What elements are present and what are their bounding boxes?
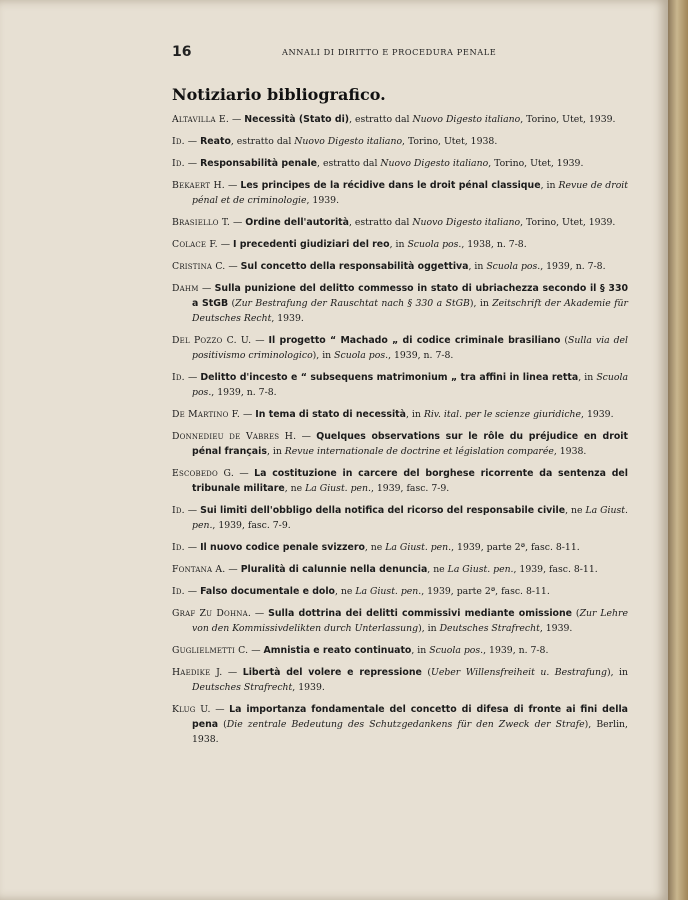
- entry-title: Sui limiti dell'obbligo della notifica del ricorso del responsabile civile: [200, 505, 566, 516]
- entry-text: , 1939, n. 7-8.: [483, 645, 549, 656]
- bibliography-entry: [172, 665, 628, 695]
- bibliography-list: [172, 112, 628, 754]
- entry-text: ), in: [418, 623, 440, 634]
- entry-author: Brasiello T.: [172, 217, 231, 228]
- entry-author: Cristina C.: [172, 261, 226, 272]
- entry-source: Nuovo Digesto italiano: [412, 217, 521, 228]
- entry-author: Id.: [172, 372, 185, 383]
- bibliography-entry: [172, 584, 628, 599]
- entry-text: —: [184, 505, 201, 516]
- entry-text: , in: [578, 372, 597, 383]
- section-title: Notiziario bibliografico.: [172, 85, 386, 104]
- entry-text: —: [184, 158, 201, 169]
- entry-text: —: [184, 586, 201, 597]
- entry-text: , 1939, fasc. 8-11.: [513, 564, 598, 575]
- entry-text: , 1939, n. 7-8.: [211, 387, 277, 398]
- entry-source: Deutsches Strafrecht: [439, 623, 540, 634]
- entry-text: —: [240, 409, 256, 420]
- entry-text: , estratto dal: [349, 114, 413, 125]
- bibliography-entry: [172, 134, 628, 149]
- entry-author: Altavilla E.: [172, 114, 230, 125]
- entry-source: Nuovo Digesto italiano: [412, 114, 521, 125]
- entry-source: La Giust. pen.: [305, 483, 371, 494]
- entry-title: Sul concetto della responsabilità oggettiva: [240, 261, 469, 272]
- entry-text: —: [230, 217, 246, 228]
- entry-title: La importanza fondamentale del concetto di difesa di fronte ai fini della pena: [192, 704, 628, 730]
- bibliography-entry: [172, 112, 628, 127]
- entry-title: Libertà del volere e repressione: [242, 667, 422, 678]
- entry-text: —: [210, 704, 230, 715]
- entry-source: Scuola pos.: [192, 372, 628, 398]
- entry-source: La Giust. pen.: [355, 586, 422, 597]
- entry-title: Sulla punizione del delitto commesso in stato di ubriachezza secondo il § 330 a StGB: [192, 283, 628, 309]
- entry-author: Donnedieu de Vabres H.: [172, 431, 297, 442]
- entry-title: Ordine dell'autorità: [245, 217, 349, 228]
- entry-text: , in: [468, 261, 487, 272]
- entry-text: (: [218, 719, 227, 730]
- entry-title: Pluralità di calunnie nella denuncia: [240, 564, 428, 575]
- entry-text: —: [251, 608, 269, 619]
- entry-text: , 1939.: [292, 682, 325, 693]
- bibliography-entry: [172, 407, 628, 422]
- bibliography-entry: [172, 503, 628, 533]
- entry-text: , 1938, n. 7-8.: [461, 239, 527, 250]
- entry-source: La Giust. pen.: [447, 564, 514, 575]
- entry-text: , 1939, parte 2ª, fasc. 8-11.: [421, 586, 550, 597]
- entry-author: Id.: [172, 542, 185, 553]
- entry-source: Nuovo Digesto italiano: [294, 136, 403, 147]
- entry-title: Il nuovo codice penale svizzero: [200, 542, 365, 553]
- bibliography-entry: [172, 259, 628, 274]
- entry-title: Falso documentale e dolo: [200, 586, 335, 597]
- entry-text: —: [233, 468, 255, 479]
- entry-text: , estratto dal: [230, 136, 295, 147]
- page-edge: [668, 0, 688, 900]
- entry-text: , in: [406, 409, 424, 420]
- entry-text: , 1939, fasc. 7-9.: [212, 520, 291, 531]
- entry-text: , ne: [284, 483, 306, 494]
- entry-text: —: [229, 114, 245, 125]
- entry-author: Haedike J.: [172, 667, 223, 678]
- entry-title: Responsabilità penale: [200, 158, 318, 169]
- bibliography-entry: [172, 156, 628, 171]
- entry-text: —: [198, 283, 215, 294]
- entry-author: Graf Zu Dohna.: [172, 608, 251, 619]
- entry-author: Del Pozzo C. U.: [172, 335, 252, 346]
- entry-title: Sulla dottrina dei delitti commissivi mediante omissione: [268, 608, 573, 619]
- entry-source: Ueber Willensfreiheit u. Bestrafung: [431, 667, 607, 678]
- entry-source: Scuola pos.: [334, 350, 389, 361]
- bibliography-entry: [172, 370, 628, 400]
- entry-text: , ne: [565, 505, 586, 516]
- entry-author: Escobedo G.: [172, 468, 234, 479]
- entry-text: , Torino, Utet, 1938.: [402, 136, 498, 147]
- entry-text: —: [251, 335, 269, 346]
- entry-text: , 1939.: [271, 313, 304, 324]
- entry-source: Deutsches Strafrecht: [192, 682, 293, 693]
- entry-text: —: [184, 372, 201, 383]
- entry-text: , 1939, n. 7-8.: [540, 261, 606, 272]
- entry-title: Delitto d'incesto e “ subsequens matrimonium „ tra affini in linea retta: [200, 372, 579, 383]
- entry-text: , Torino, Utet, 1939.: [520, 217, 616, 228]
- entry-text: —: [184, 542, 201, 553]
- bibliography-entry: [172, 466, 628, 496]
- bibliography-entry: [172, 702, 628, 747]
- entry-source: Zur Lehre von den Kommissivdelikten durch Unterlassung: [192, 608, 628, 634]
- entry-title: Necessità (Stato di): [244, 114, 350, 125]
- entry-text: , 1939, fasc. 7-9.: [370, 483, 450, 494]
- entry-source: Revue internationale de doctrine et législation comparée: [284, 446, 554, 457]
- entry-text: —: [222, 667, 243, 678]
- entry-source: Scuola pos.: [486, 261, 541, 272]
- entry-text: , estratto dal: [348, 217, 413, 228]
- entry-text: , ne: [335, 586, 356, 597]
- entry-author: Guglielmetti C.: [172, 645, 249, 656]
- running-title: ANNALI DI DIRITTO E PROCEDURA PENALE: [282, 47, 497, 57]
- entry-text: ), in: [312, 350, 335, 361]
- bibliography-entry: [172, 643, 628, 658]
- entry-text: —: [225, 564, 241, 575]
- entry-source: Scuola pos.: [407, 239, 462, 250]
- entry-author: Id.: [172, 158, 185, 169]
- entry-source: Zeitschrift der Akademie für Deutsches Recht: [192, 298, 628, 324]
- entry-text: —: [224, 180, 241, 191]
- entry-author: Id.: [172, 586, 185, 597]
- entry-author: De Martino F.: [172, 409, 241, 420]
- entry-text: , in: [411, 645, 430, 656]
- bibliography-entry: [172, 215, 628, 230]
- entry-text: , ne: [427, 564, 448, 575]
- page-header: [172, 44, 628, 62]
- page-number: 16: [172, 44, 192, 60]
- entry-source: Sulla via del positivismo criminologico: [192, 335, 629, 361]
- entry-text: , Torino, Utet, 1939.: [488, 158, 584, 169]
- entry-text: , 1939.: [581, 409, 614, 420]
- entry-text: ), in: [469, 298, 493, 309]
- entry-author: Bekaert H.: [172, 180, 225, 191]
- entry-source: Scuola pos.: [429, 645, 484, 656]
- entry-author: Dahm: [172, 283, 199, 294]
- bibliography-entry: [172, 281, 628, 326]
- bibliography-entry: [172, 606, 628, 636]
- entry-text: —: [296, 431, 317, 442]
- bibliography-entry: [172, 178, 628, 208]
- entry-text: —: [184, 136, 201, 147]
- entry-text: (: [572, 608, 580, 619]
- entry-text: , in: [389, 239, 408, 250]
- entry-title: Amnistia e reato continuato: [263, 645, 412, 656]
- entry-text: , Torino, Utet, 1939.: [520, 114, 616, 125]
- entry-title: In tema di stato di necessità: [255, 409, 406, 420]
- entry-text: , 1939, parte 2ª, fasc. 8-11.: [451, 542, 580, 553]
- entry-title: La costituzione in carcere del borghese ricorrente da sentenza del tribunale militare: [192, 468, 628, 494]
- entry-source: La Giust. pen.: [192, 505, 628, 531]
- entry-title: Les principes de la récidive dans le droit pénal classique: [240, 180, 541, 191]
- entry-author: Colace F.: [172, 239, 218, 250]
- entry-text: , 1938.: [553, 446, 587, 457]
- entry-text: (: [421, 667, 431, 678]
- entry-text: , 1939.: [306, 195, 340, 206]
- entry-text: ), Berlin, 1938.: [192, 719, 628, 745]
- entry-text: ), in: [606, 667, 628, 678]
- entry-text: , 1939, n. 7-8.: [388, 350, 454, 361]
- entry-author: Id.: [172, 136, 185, 147]
- entry-text: —: [225, 261, 241, 272]
- entry-source: Die zentrale Bedeutung des Schutzgedankens für den Zweck der Strafe: [226, 719, 585, 730]
- entry-author: Id.: [172, 505, 185, 516]
- entry-source: Riv. ital. per le scienze giuridiche: [423, 409, 582, 420]
- entry-source: Nuovo Digesto italiano: [380, 158, 489, 169]
- entry-text: , in: [540, 180, 559, 191]
- entry-source: Revue de droit pénal et de criminologie: [192, 180, 629, 206]
- bibliography-entry: [172, 540, 628, 555]
- entry-text: —: [248, 645, 264, 656]
- entry-source: Zur Bestrafung der Rauschtat nach § 330 a StGB: [235, 298, 470, 309]
- bibliography-entry: [172, 333, 628, 363]
- entry-text: (: [228, 298, 236, 309]
- entry-source: La Giust. pen.: [385, 542, 452, 553]
- bibliography-entry: [172, 562, 628, 577]
- entry-title: Il progetto “ Machado „ di codice criminale brasiliano: [268, 335, 561, 346]
- entry-text: , ne: [364, 542, 386, 553]
- entry-text: , 1939.: [539, 623, 573, 634]
- bibliography-entry: [172, 237, 628, 252]
- entry-title: I precedenti giudiziari del reo: [232, 239, 390, 250]
- entry-text: (: [560, 335, 569, 346]
- entry-title: Quelques observations sur le rôle du préjudice en droit pénal français: [192, 431, 628, 457]
- entry-text: , estratto dal: [317, 158, 381, 169]
- entry-text: , in: [266, 446, 285, 457]
- entry-text: —: [217, 239, 233, 250]
- entry-title: Reato: [200, 136, 231, 147]
- entry-author: Fontana A.: [172, 564, 226, 575]
- bibliography-entry: [172, 429, 628, 459]
- entry-author: Klug U.: [172, 704, 211, 715]
